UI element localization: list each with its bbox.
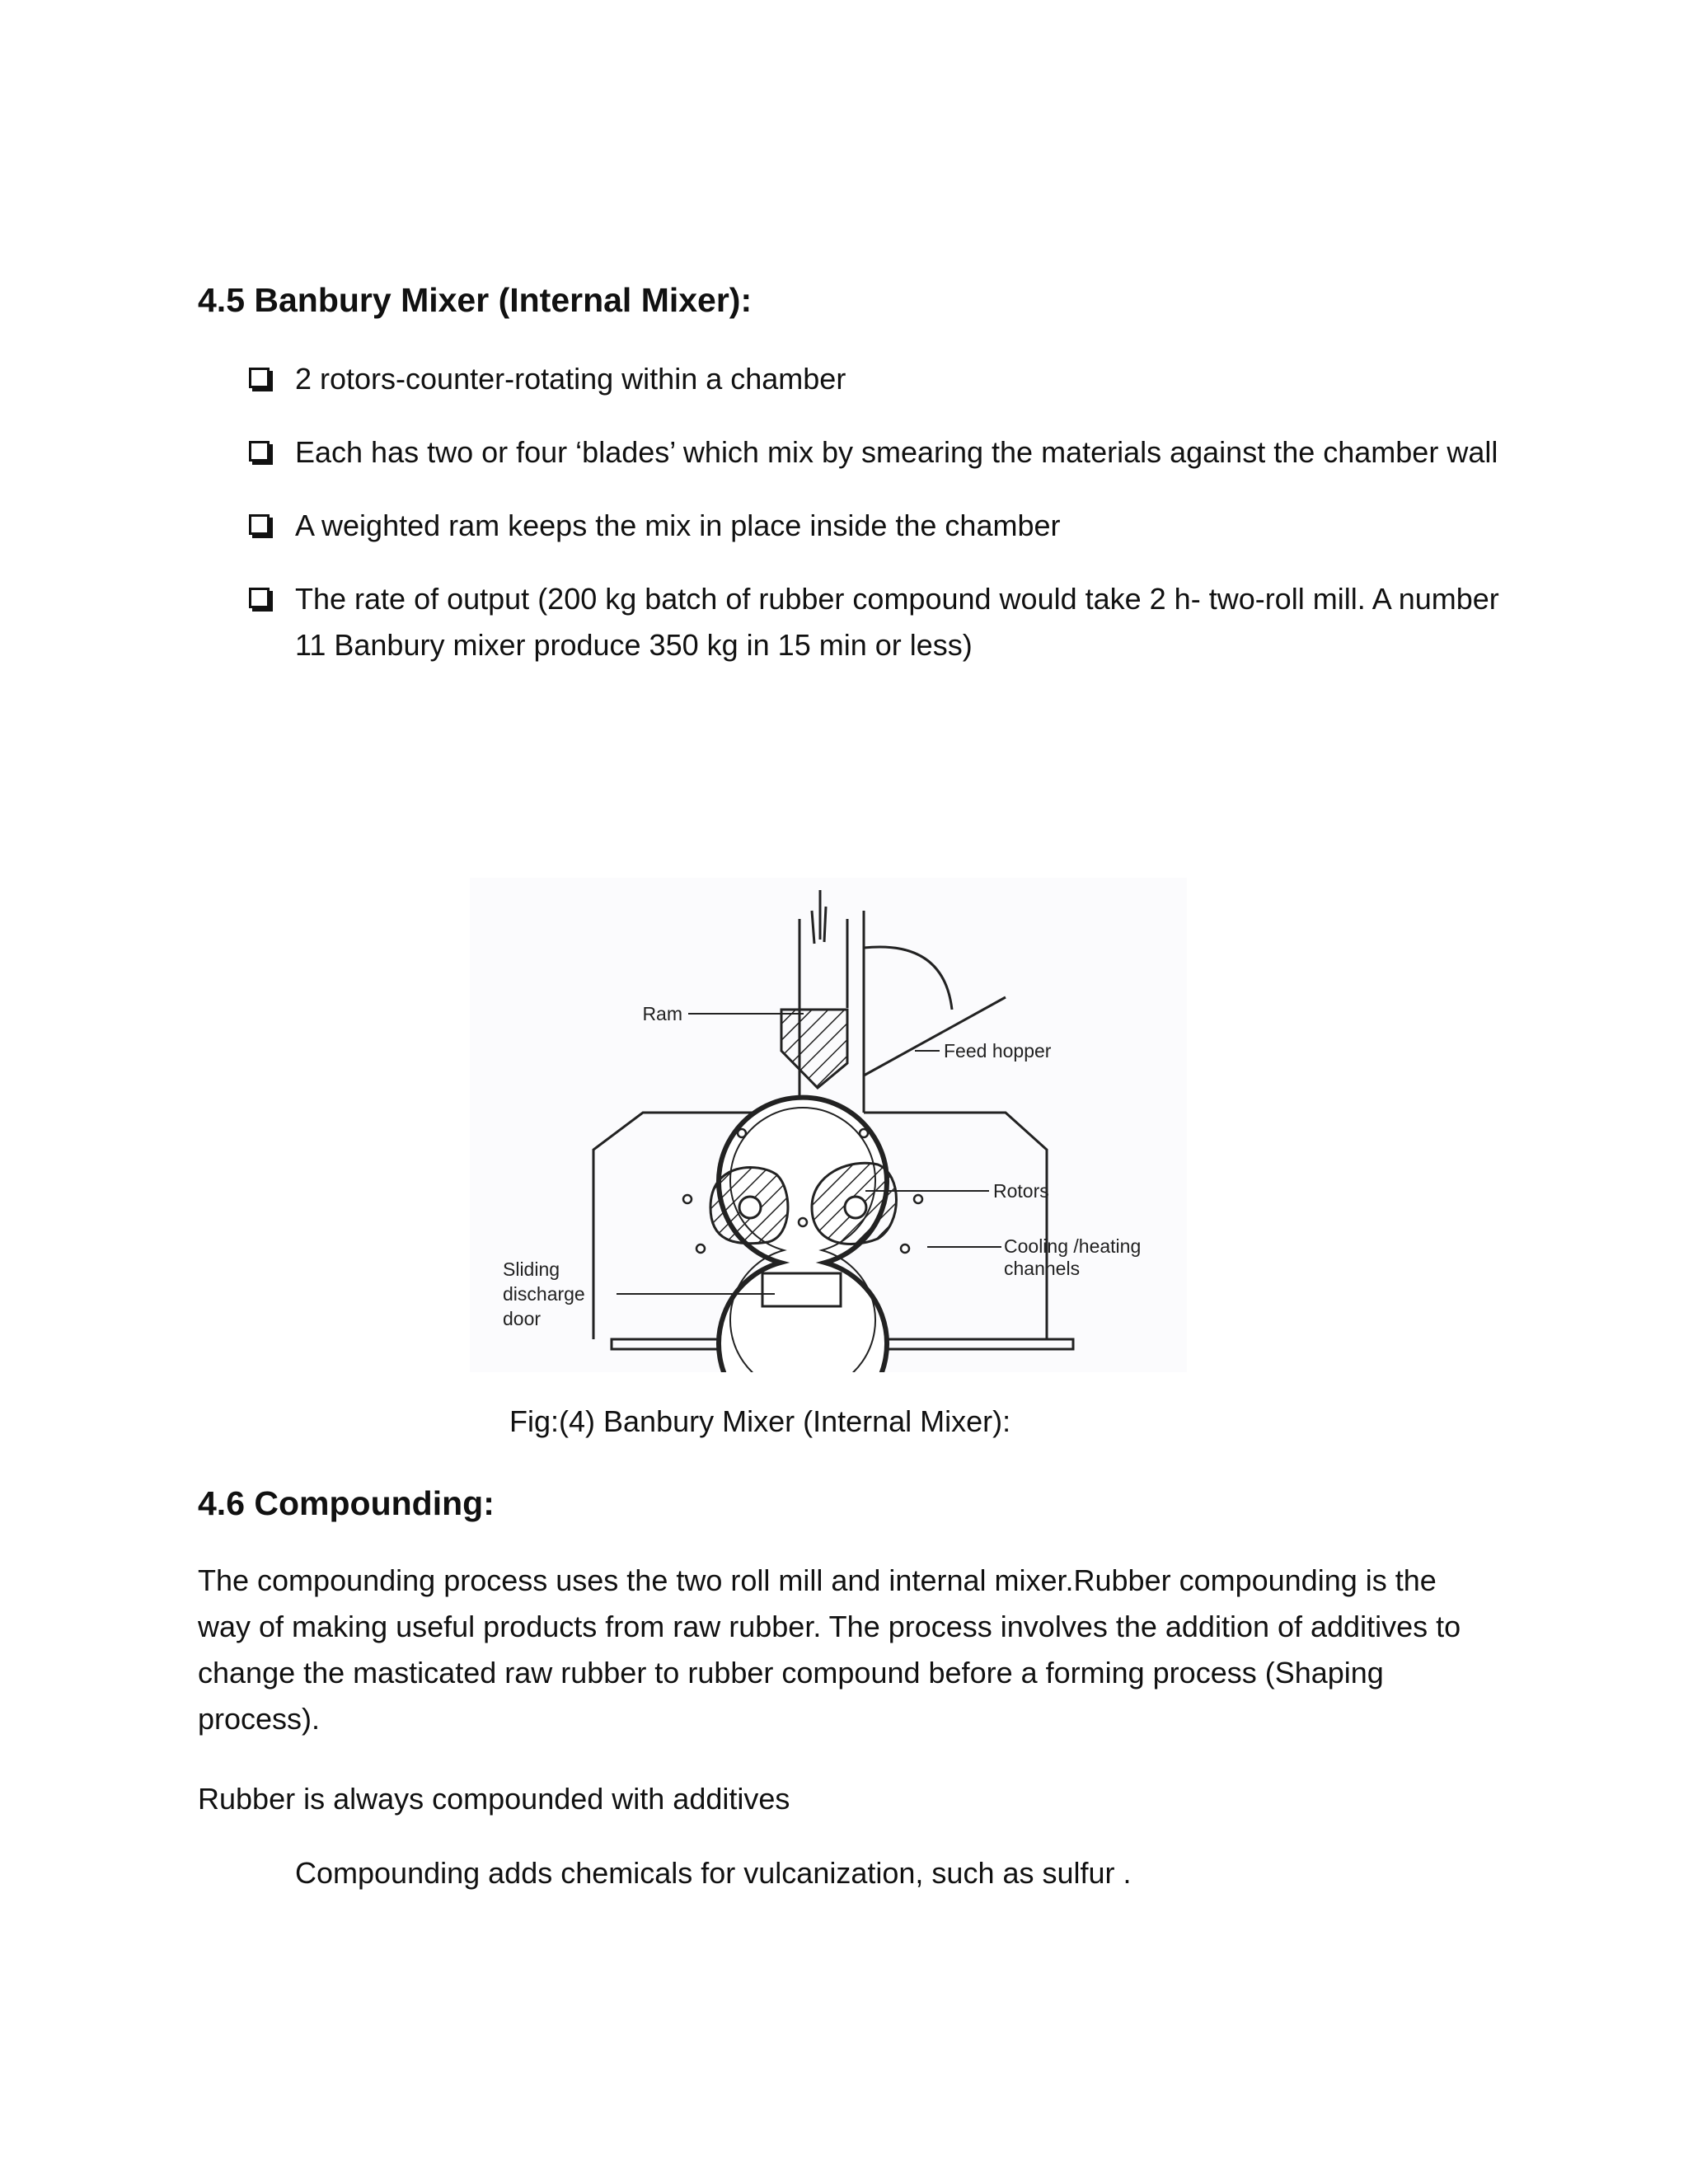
banbury-bullet-list bbox=[247, 356, 1500, 668]
section-heading-compounding: 4.6 Compounding: bbox=[198, 1484, 495, 1522]
label-sliding-3: door bbox=[503, 1308, 542, 1329]
list-item: Each has two or four ‘blades’ which mix by smearing the materials against the chamber wall bbox=[247, 429, 1500, 476]
label-cooling-heating-1: Cooling /heating bbox=[1004, 1235, 1142, 1257]
list-item: The rate of output (200 kg batch of rubber compound would take 2 h- two-roll mill. A number 11 Banbury mixer produce 350 kg in 15 min or less) bbox=[247, 576, 1500, 668]
compounding-additives-line: Rubber is always compounded with additives bbox=[198, 1782, 790, 1816]
label-sliding-2: discharge bbox=[503, 1283, 585, 1305]
label-feed-hopper: Feed hopper bbox=[944, 1040, 1052, 1062]
banbury-mixer-diagram bbox=[470, 878, 1187, 1372]
label-cooling-heating-2: channels bbox=[1004, 1258, 1081, 1279]
checkbox-bullet-icon bbox=[249, 588, 270, 608]
compounding-sulfur-line: Compounding adds chemicals for vulcanization, such as sulfur . bbox=[295, 1856, 1132, 1890]
sliding-discharge-door bbox=[762, 1273, 841, 1306]
checkbox-bullet-icon bbox=[249, 441, 270, 462]
label-rotors: Rotors bbox=[993, 1180, 1049, 1202]
section-heading-banbury: 4.5 Banbury Mixer (Internal Mixer): bbox=[198, 281, 753, 319]
checkbox-bullet-icon bbox=[249, 368, 270, 388]
figure-caption: Fig:(4) Banbury Mixer (Internal Mixer): bbox=[509, 1404, 1011, 1438]
compounding-paragraph: The compounding process uses the two roll mill and internal mixer.Rubber compounding is the way of making useful products from raw rubber. The process involves the addition of additives to change the masticated raw rubber to rubber compound before a forming process (Shaping process). bbox=[198, 1563, 1461, 1736]
checkbox-bullet-icon bbox=[249, 514, 270, 535]
list-item: 2 rotors-counter-rotating within a chamber bbox=[247, 356, 1500, 402]
banbury-mixer-figure bbox=[470, 878, 1187, 1372]
list-item: A weighted ram keeps the mix in place inside the chamber bbox=[247, 503, 1500, 549]
label-ram: Ram bbox=[642, 1003, 682, 1024]
label-sliding-1: Sliding bbox=[503, 1258, 560, 1280]
